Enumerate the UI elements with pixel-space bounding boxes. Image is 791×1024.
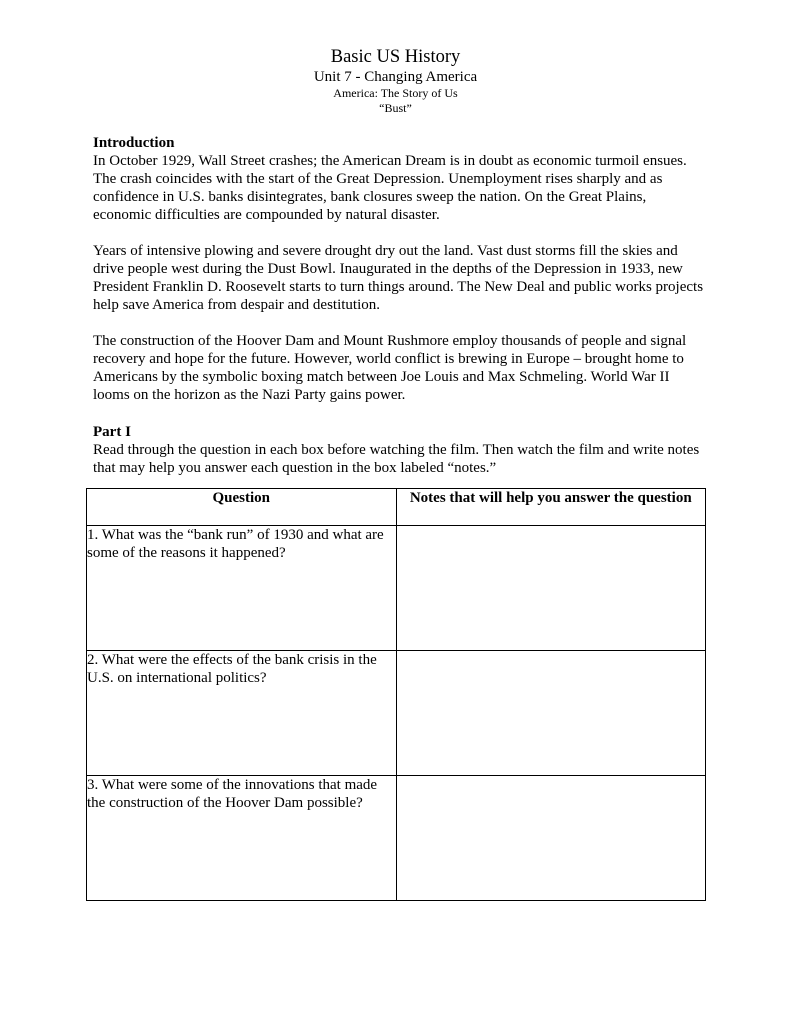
- document-header: [0, 46, 791, 116]
- question-cell-3: 3. What were some of the innovations that made the construction of the Hoover Dam possible?: [87, 776, 397, 901]
- paragraph-spacer: [93, 224, 705, 242]
- notes-table: [86, 488, 706, 901]
- table-row: [87, 526, 706, 651]
- paragraph-spacer: [93, 314, 705, 332]
- table-row: [87, 776, 706, 901]
- paragraph-spacer: [93, 404, 705, 422]
- notes-cell-1[interactable]: [396, 526, 705, 651]
- table-header-row: [87, 489, 706, 526]
- notes-cell-2[interactable]: [396, 651, 705, 776]
- question-column-header: Question: [87, 489, 397, 526]
- notes-cell-3[interactable]: [396, 776, 705, 901]
- part1-heading: Part I: [93, 424, 131, 440]
- introduction-paragraph-3: The construction of the Hoover Dam and Mount Rushmore employ thousands of people and signal recovery and hope for the future. However, world conflict is brewing in Europe – brought home to Americans by the symbolic boxing match between Joe Louis and Max Schmeling. World War II looms on the horizon as the Nazi Party gains power.: [93, 333, 687, 403]
- introduction-heading: Introduction: [93, 135, 175, 151]
- document-body: [93, 133, 705, 477]
- introduction-paragraph-2: Years of intensive plowing and severe drought dry out the land. Vast dust storms fill the skies and drive people west during the Dust Bowl. Inaugurated in the depths of the Depression in 1933, new President Franklin D. Roosevelt starts to turn things around. The New Deal and public works projects help save America from despair and destitution.: [93, 243, 704, 313]
- table-row: [87, 651, 706, 776]
- series-title: America: The Story of Us: [333, 86, 458, 100]
- notes-column-header: Notes that will help you answer the question: [396, 489, 705, 526]
- episode-title: “Bust”: [379, 101, 412, 115]
- course-title: Basic US History: [330, 47, 461, 67]
- introduction-paragraph-1: In October 1929, Wall Street crashes; the American Dream is in doubt as economic turmoil ensues. The crash coincides with the start of the Great Depression. Unemployment rises sharply and as confidence in U.S. banks disintegrates, bank closures sweep the nation. On the Great Plains, economic difficulties are compounded by natural disaster.: [93, 153, 687, 223]
- question-cell-1: 1. What was the “bank run” of 1930 and what are some of the reasons it happened?: [87, 526, 397, 651]
- part1-instructions: Read through the question in each box before watching the film. Then watch the film and write notes that may help you answer each question in the box labeled “notes.”: [93, 442, 700, 476]
- unit-title: Unit 7 - Changing America: [313, 69, 478, 85]
- question-cell-2: 2. What were the effects of the bank crisis in the U.S. on international politics?: [87, 651, 397, 776]
